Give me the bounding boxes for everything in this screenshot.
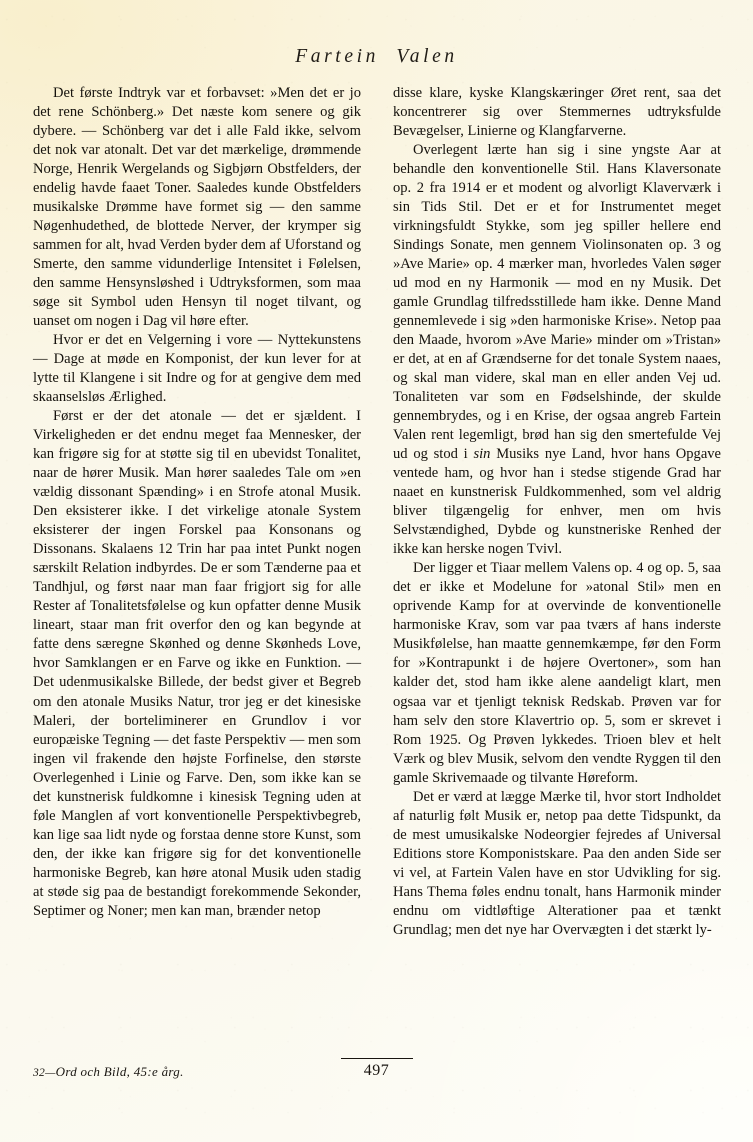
- right-column: [393, 84, 721, 940]
- folio-rule: [341, 1058, 413, 1059]
- running-head-title: Fartein Valen: [295, 46, 458, 67]
- signature-number: 32—: [33, 1067, 56, 1079]
- paragraph: disse klare, kyske Klangskæringer Øret rent, saa det koncentrerer sig over Stemmernes udtryksfulde Bevægelser, Linierne og Klangfarverne.: [393, 85, 721, 140]
- paragraph: Der ligger et Tiaar mellem Valens op. 4 og op. 5, saa det er ikke et Modelune for »atonal Stil» men en oprivende Kamp for at overvinde de konventionelle harmoniske Krav, som var paa tværs af hans inderste Musikfølelse, han maatte gennemkæmpe, før den Form for »Kontrapunkt i de højere Overtoner», som han kalder det, stod ham ikke alene aandeligt klart, men ogsaa var et tjenligt teknisk Redskab. Prøven var for ham selv den store Klavertrio op. 5, som er skrevet i Rom 1925. Og Prøven lykkedes. Trioen blev et helt Værk og blev Musik, selvom den vendte Ryggen til den gamle Skrivemaade og tilvante Høreform.: [393, 560, 721, 786]
- paragraph: Det er værd at lægge Mærke til, hvor stort Indholdet af naturlig følt Musik er, netop paa dette Tidspunkt, da de mest umusikalske Nodeorgier fejredes af Universal Editions store Komponistskare. Paa den anden Side ser vi vel, at Fartein Valen have en stor Udvikling for sig. Hans Thema føles endnu tonalt, hans Harmonik minder endnu om vidtløftige Alterationer paa et tænkt Grundlag; men det nye har Overvægten i det stærkt ly-: [393, 788, 721, 938]
- page-number: 497: [363, 1062, 390, 1079]
- paragraph: Overlegent lærte han sig i sine yngste Aar at behandle den konventionelle Stil. Hans Klaversonate op. 2 fra 1914 er et modent og alvorligt Klaverværk i sin Tids Stil. Det er et for Instrumentet meget virkningsfuldt Stykke, som jeg spiller hellere end Sindings Sonate, men gennem Violinsonaten op. 3 og »Ave Marie» op. 4 mærker man, hvorledes Valen søger ud mod en ny Harmonik — mod en ny Musik. Det gamle Grundlag tilfredsstillede ham ikke. Denne Mand gennemlevede i sig »den harmoniske Krise». Netop paa den Maade, hvorom »Ave Marie» minder om »Tristan» er det, at en af Grændserne for det tonale System naaes, og skal man videre, skal man en eller anden Vej ud. Tonaliteten var som en Fødselshinde, der skulde gennembrydes, og i en Krise, der ogsaa angreb Fartein Valen rent legemligt, brød han sig den smertefulde Vej ud og stod i sin Musiks nye Land, hvor hans Opgave ventede ham, og hvor han i stedse stigende Grad har naaet en kunstnerisk Fuldkommenhed, som vel aldrig bliver tilgængelig for enhver, men om hvis Selvstændighed, Dybde og kunstneriske Renhed der ikke kan herske nogen Tvivl.: [393, 142, 722, 558]
- paragraph: Det første Indtryk var et forbavset: »Men det er jo det rene Schönberg.» Det næste kom senere og gik dybere. — Schönberg var det i alle Fald ikke, selvom det nok var atonalt. Det var det mærkelige, drømmende Norge, Henrik Wergelands og Sigbjørn Obstfelders, der endelig havde faaet Toner. Saaledes kunde Obstfelders musikalske Drømme have formet sig — den samme Nøgenhudethed, de blottede Nerver, der krymper sig sammen for alt, hvad Verden byder dem af Uforstand og Smerte, den samme vidunderlige Intensitet i Følelsen, den samme Hensynsløshed i Udtryksformen, som maa søge sit Symbol uden Hensyn til noget tilvant, og uanset om nogen i Dag vil høre efter.: [33, 85, 361, 330]
- emphasis: sin: [473, 446, 491, 463]
- paragraph: Hvor er det en Velgerning i vore — Nyttekunstens — Dage at møde en Komponist, der kun lever for at lytte til Klangene i sit Indre og for at gengive dem med skaanselsløs Ærlighed.: [33, 332, 361, 406]
- two-column-body: [33, 84, 721, 940]
- folio-block: [0, 1058, 753, 1080]
- left-column: [33, 84, 361, 940]
- paragraph: Først er der det atonale — det er sjældent. I Virkeligheden er det endnu meget faa Mennesker, der kan frigøre sig for at støtte sig til en ubevidst Tonalitet, naar de hører Musik. Man hører saaledes Tale om »en vældig dissonant Spænding» i en Strofe atonal Musik. Den eksisterer ikke. I det virkelige atonale System eksisterer der ingen Forskel paa Konsonans og Dissonans. Skalaens 12 Trin har paa intet Punkt nogen særskilt Relation indbyrdes. De er som Tænderne paa et Tandhjul, og først naar man faar frigjort sig for alle Rester af Tonalitetsfølelse og kun opfatter denne Musik lineart, staar man frit overfor den og kan begynde at fatte dens særegne Skønhed og denne Skønheds Love, hvor Samklangen er en Farve og ikke en Funktion. — Det udenmusikalske Billede, der bedst giver et Begreb om den atonale Musiks Natur, tror jeg er det kinesiske Maleri, der borteliminerer en Grundlov i vor europæiske Tegning — det faste Perspektiv — men som ingen vil frakende den højste Forfinelse, den største Overlegenhed i Linie og Farve. Den, som ikke kan se det kunstnerisk fuldkomne i kinesisk Tegning uden at føle Manglen af vort konventionelle Perspektivbegreb, kan lige saa lidt nyde og forstaa denne store Kunst, som den, der ikke kan frigøre sig for det konventionelle harmoniske Begreb, kan høre atonal Musik uden stadig at støde sig paa de bestandigt forekommende Sekonder, Septimer og Noner; men kan man, brænder netop: [33, 408, 361, 919]
- signature-journal: Ord och Bild, 45:e årg.: [55, 1064, 184, 1079]
